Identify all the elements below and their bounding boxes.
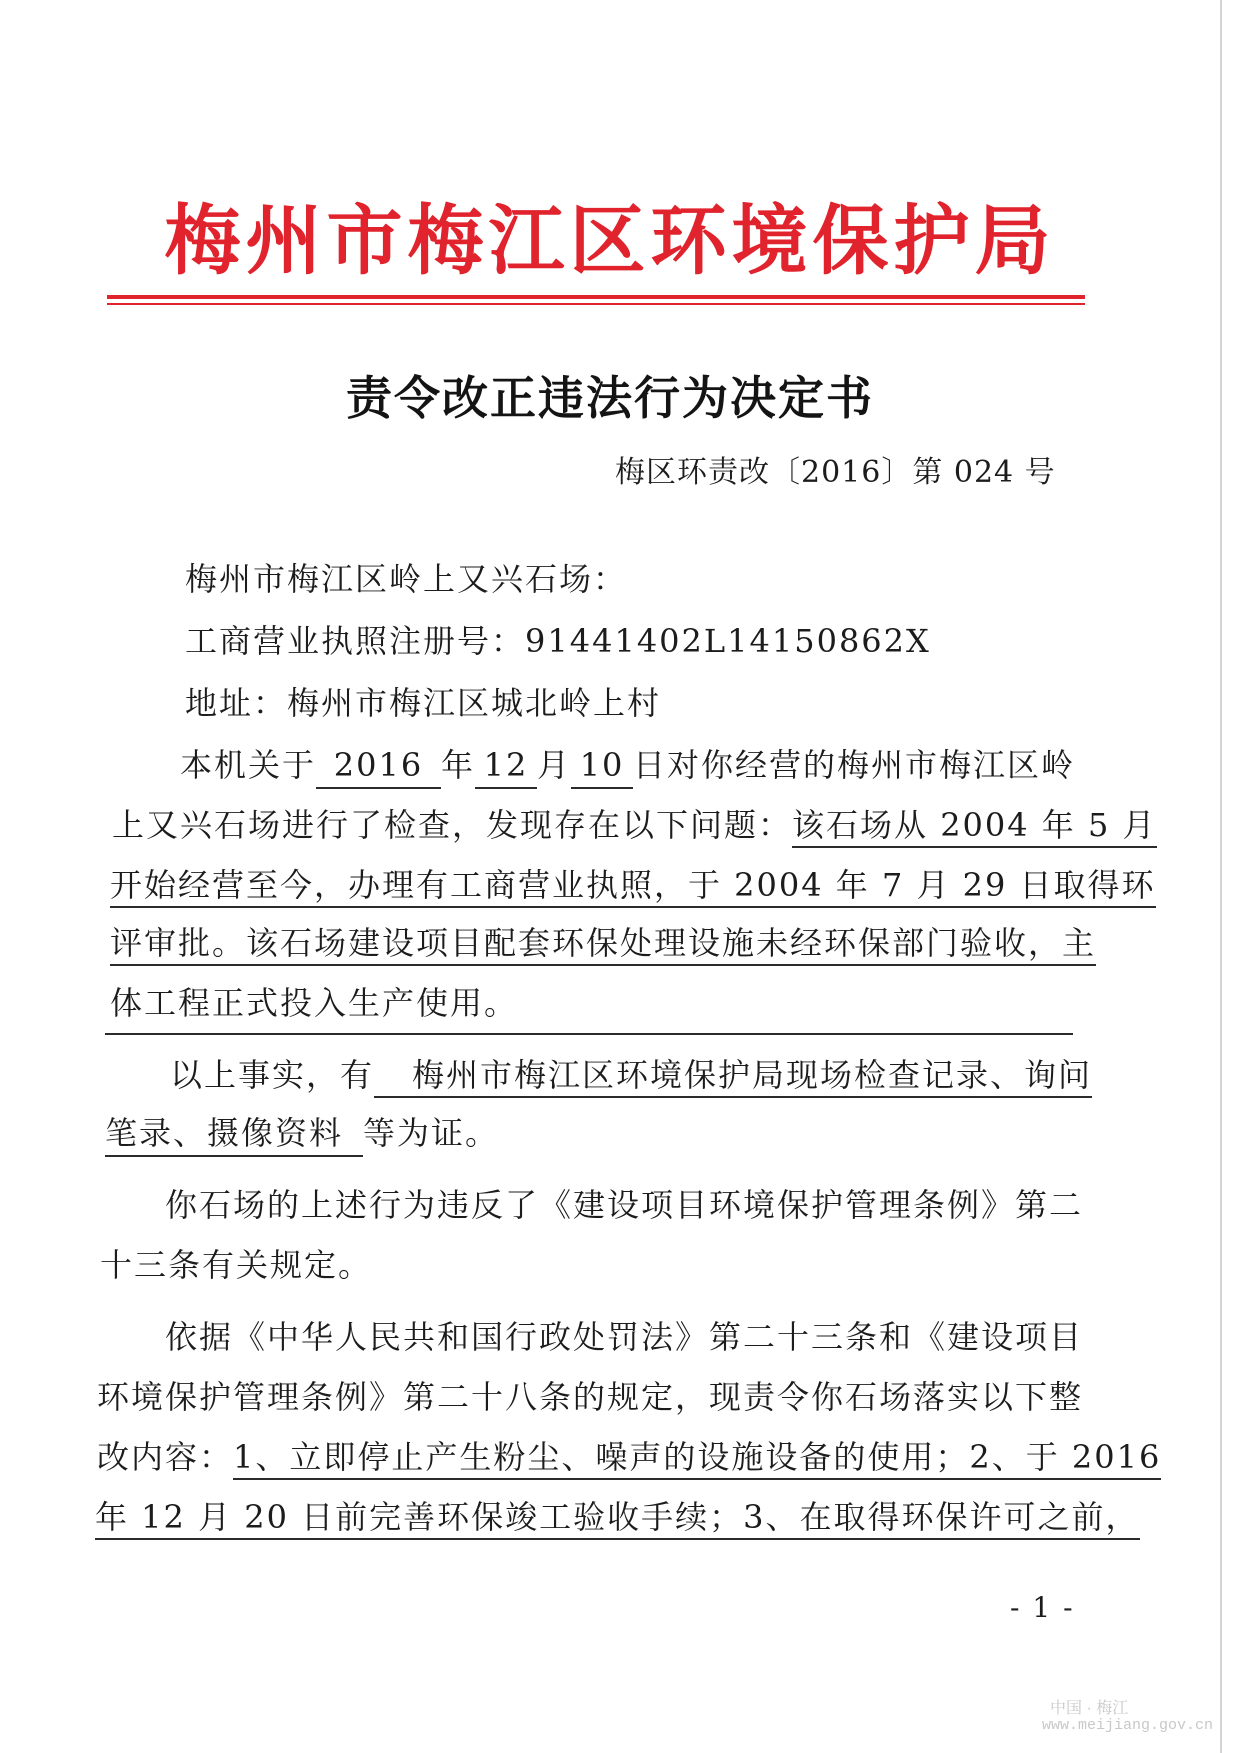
paragraph-3-line-2: 十三条有关规定。 [100, 1246, 373, 1284]
watermark-site-name: 中国 · 梅江 [1050, 1700, 1129, 1717]
page-number: - 1 - [1010, 1591, 1075, 1624]
p1-line2-underlined: 该石场从 2004 年 5 月 [792, 806, 1157, 848]
paragraph-4-line-3 [97, 1435, 1161, 1479]
month-unit: 月 [537, 746, 572, 784]
paragraph-4-line-1: 依据《中华人民共和国行政处罚法》第二十三条和《建设项目 [165, 1318, 1084, 1356]
p1-rest: 日对你经营的梅州市梅江区岭 [633, 746, 1076, 784]
address-label: 地址： [185, 684, 288, 722]
p4-line3-prefix: 改内容： [97, 1438, 234, 1476]
license-number: 91441402L14150862X [525, 622, 931, 660]
paragraph-1-line-2 [112, 803, 1157, 847]
p1-prefix: 本机关于 [180, 746, 317, 784]
p2-prefix: 以上事实，有 [170, 1056, 375, 1094]
agency-header: 梅州市梅江区环境保护局 [164, 196, 1056, 285]
p4-line4-text: 年 12 月 20 日前完善环保竣工验收手续；3、在取得环保许可之前， [95, 1498, 1140, 1540]
paragraph-3-line-1: 你石场的上述行为违反了《建设项目环境保护管理条例》第二 [165, 1186, 1084, 1224]
paragraph-4-line-2: 环境保护管理条例》第二十八条的规定，现责令你石场落实以下整 [97, 1378, 1084, 1416]
watermark-url: www.meijiang.gov.cn [1042, 1717, 1214, 1734]
paragraph-2-line-1 [170, 1053, 1092, 1097]
inspection-month: 12 [475, 743, 537, 789]
address-line [185, 681, 661, 725]
address-value: 梅州市梅江区城北岭上村 [287, 684, 662, 722]
paragraph-1-line-4 [110, 921, 1096, 965]
year-unit: 年 [441, 746, 476, 784]
p1-line2-text: 上又兴石场进行了检查，发现存在以下问题： [112, 806, 793, 844]
document-title: 责令改正违法行为决定书 [346, 371, 874, 425]
header-red-rule-thick [107, 295, 1085, 299]
p4-line3-underlined: 1、立即停止产生粉尘、噪声的设施设备的使用；2、于 2016 [233, 1438, 1161, 1480]
license-line [185, 619, 931, 663]
document-number: 梅区环责改〔2016〕第 024 号 [615, 455, 1056, 490]
paragraph-1-line-5 [110, 981, 518, 1025]
p2-evidence-1: 梅州市梅江区环境保护局现场检查记录、询问 [374, 1056, 1092, 1098]
recipient-name: 梅州市梅江区岭上又兴石场： [185, 560, 628, 598]
inspection-day: 10 [571, 743, 633, 789]
paragraph-1-line-1 [180, 743, 1075, 789]
p2-evidence-2: 笔录、摄像资料 [105, 1111, 363, 1157]
license-label: 工商营业执照注册号： [185, 622, 526, 660]
p1-line4-text: 评审批。该石场建设项目配套环保处理设施未经环保部门验收，主 [110, 924, 1096, 966]
p1-line5-text: 体工程正式投入生产使用。 [110, 984, 519, 1022]
paragraph-1-underline-rule [105, 1033, 1073, 1035]
page-edge-line [1220, 0, 1222, 1753]
inspection-year: 2016 [316, 743, 441, 789]
p2-suffix: 等为证。 [363, 1114, 500, 1152]
paragraph-1-line-3 [110, 863, 1156, 907]
paragraph-2-line-2 [105, 1111, 499, 1157]
paragraph-4-line-4 [95, 1495, 1140, 1539]
header-red-rule-thin [107, 303, 1085, 305]
p1-line3-text: 开始经营至今，办理有工商营业执照，于 2004 年 7 月 29 日取得环 [110, 866, 1156, 908]
